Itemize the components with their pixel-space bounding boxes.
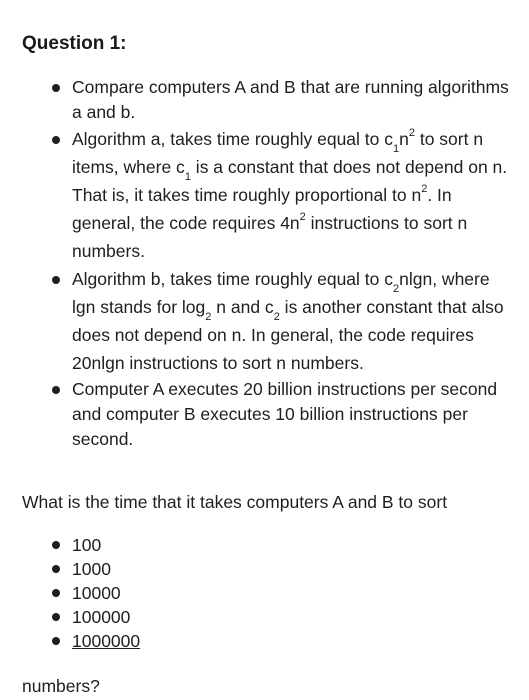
bullet-text: Computer A executes 20 billion instructions per second and computer B executes 10 billion instructions per second. xyxy=(72,379,498,449)
bullet-dot-icon xyxy=(52,589,60,597)
superscript: 2 xyxy=(421,183,428,196)
bullet-computers xyxy=(72,377,512,452)
bullet-dot-icon xyxy=(52,541,60,549)
size-value: 100000 xyxy=(72,607,131,627)
size-item xyxy=(72,533,140,557)
problem-bullets xyxy=(72,75,512,452)
text-fragment: nlgn, where lgn stands for log xyxy=(72,269,490,317)
bullet-dot-icon xyxy=(52,637,60,645)
superscript: 2 xyxy=(408,127,415,140)
size-item xyxy=(72,629,140,653)
size-value: 100 xyxy=(72,535,102,555)
size-item xyxy=(72,557,140,581)
text-fragment: n xyxy=(399,129,409,149)
bullet-text: Compare computers A and B that are running algorithms a and b. xyxy=(72,77,509,122)
subscript: 2 xyxy=(205,310,212,323)
text-fragment: Algorithm a, takes time roughly equal to c xyxy=(72,129,393,149)
text-fragment: instructions to sort n numbers. xyxy=(72,213,468,261)
size-value: 1000 xyxy=(72,559,111,579)
text-fragment: is a constant that does not depend on n. That is, it takes time roughly proportional to n xyxy=(72,157,508,205)
text-fragment: to sort n items, where c xyxy=(72,129,484,177)
bullet-dot-icon xyxy=(52,84,60,92)
size-item xyxy=(72,581,140,605)
text-fragment: . In general, the code requires 4n xyxy=(72,185,452,233)
bullet-dot-icon xyxy=(52,613,60,621)
question-heading: Question 1: xyxy=(22,33,127,54)
superscript: 2 xyxy=(299,211,306,224)
input-size-list xyxy=(72,533,140,653)
bullet-algorithm-b xyxy=(72,265,512,377)
question-text: What is the time that it takes computers A and B to sort xyxy=(22,492,448,512)
subscript: 1 xyxy=(184,170,191,183)
size-value: 10000 xyxy=(72,583,121,603)
bullet-dot-icon xyxy=(52,276,60,284)
bullet-algorithm-a xyxy=(72,125,512,265)
subscript: 1 xyxy=(393,142,400,155)
subscript: 2 xyxy=(273,310,280,323)
text-fragment: Algorithm b, takes time roughly equal to c xyxy=(72,269,393,289)
bullet-dot-icon xyxy=(52,565,60,573)
question-tail: numbers? xyxy=(22,676,100,696)
text-fragment: is another constant that also does not depend on n. In general, the code requires 20nlgn instructions to sort n numbers. xyxy=(72,297,504,373)
size-item xyxy=(72,605,140,629)
subscript: 2 xyxy=(393,282,400,295)
bullet-dot-icon xyxy=(52,136,60,144)
bullet-compare xyxy=(72,75,512,125)
size-value: 1000000 xyxy=(72,631,141,651)
bullet-dot-icon xyxy=(52,386,60,394)
text-fragment: n and c xyxy=(211,297,274,317)
